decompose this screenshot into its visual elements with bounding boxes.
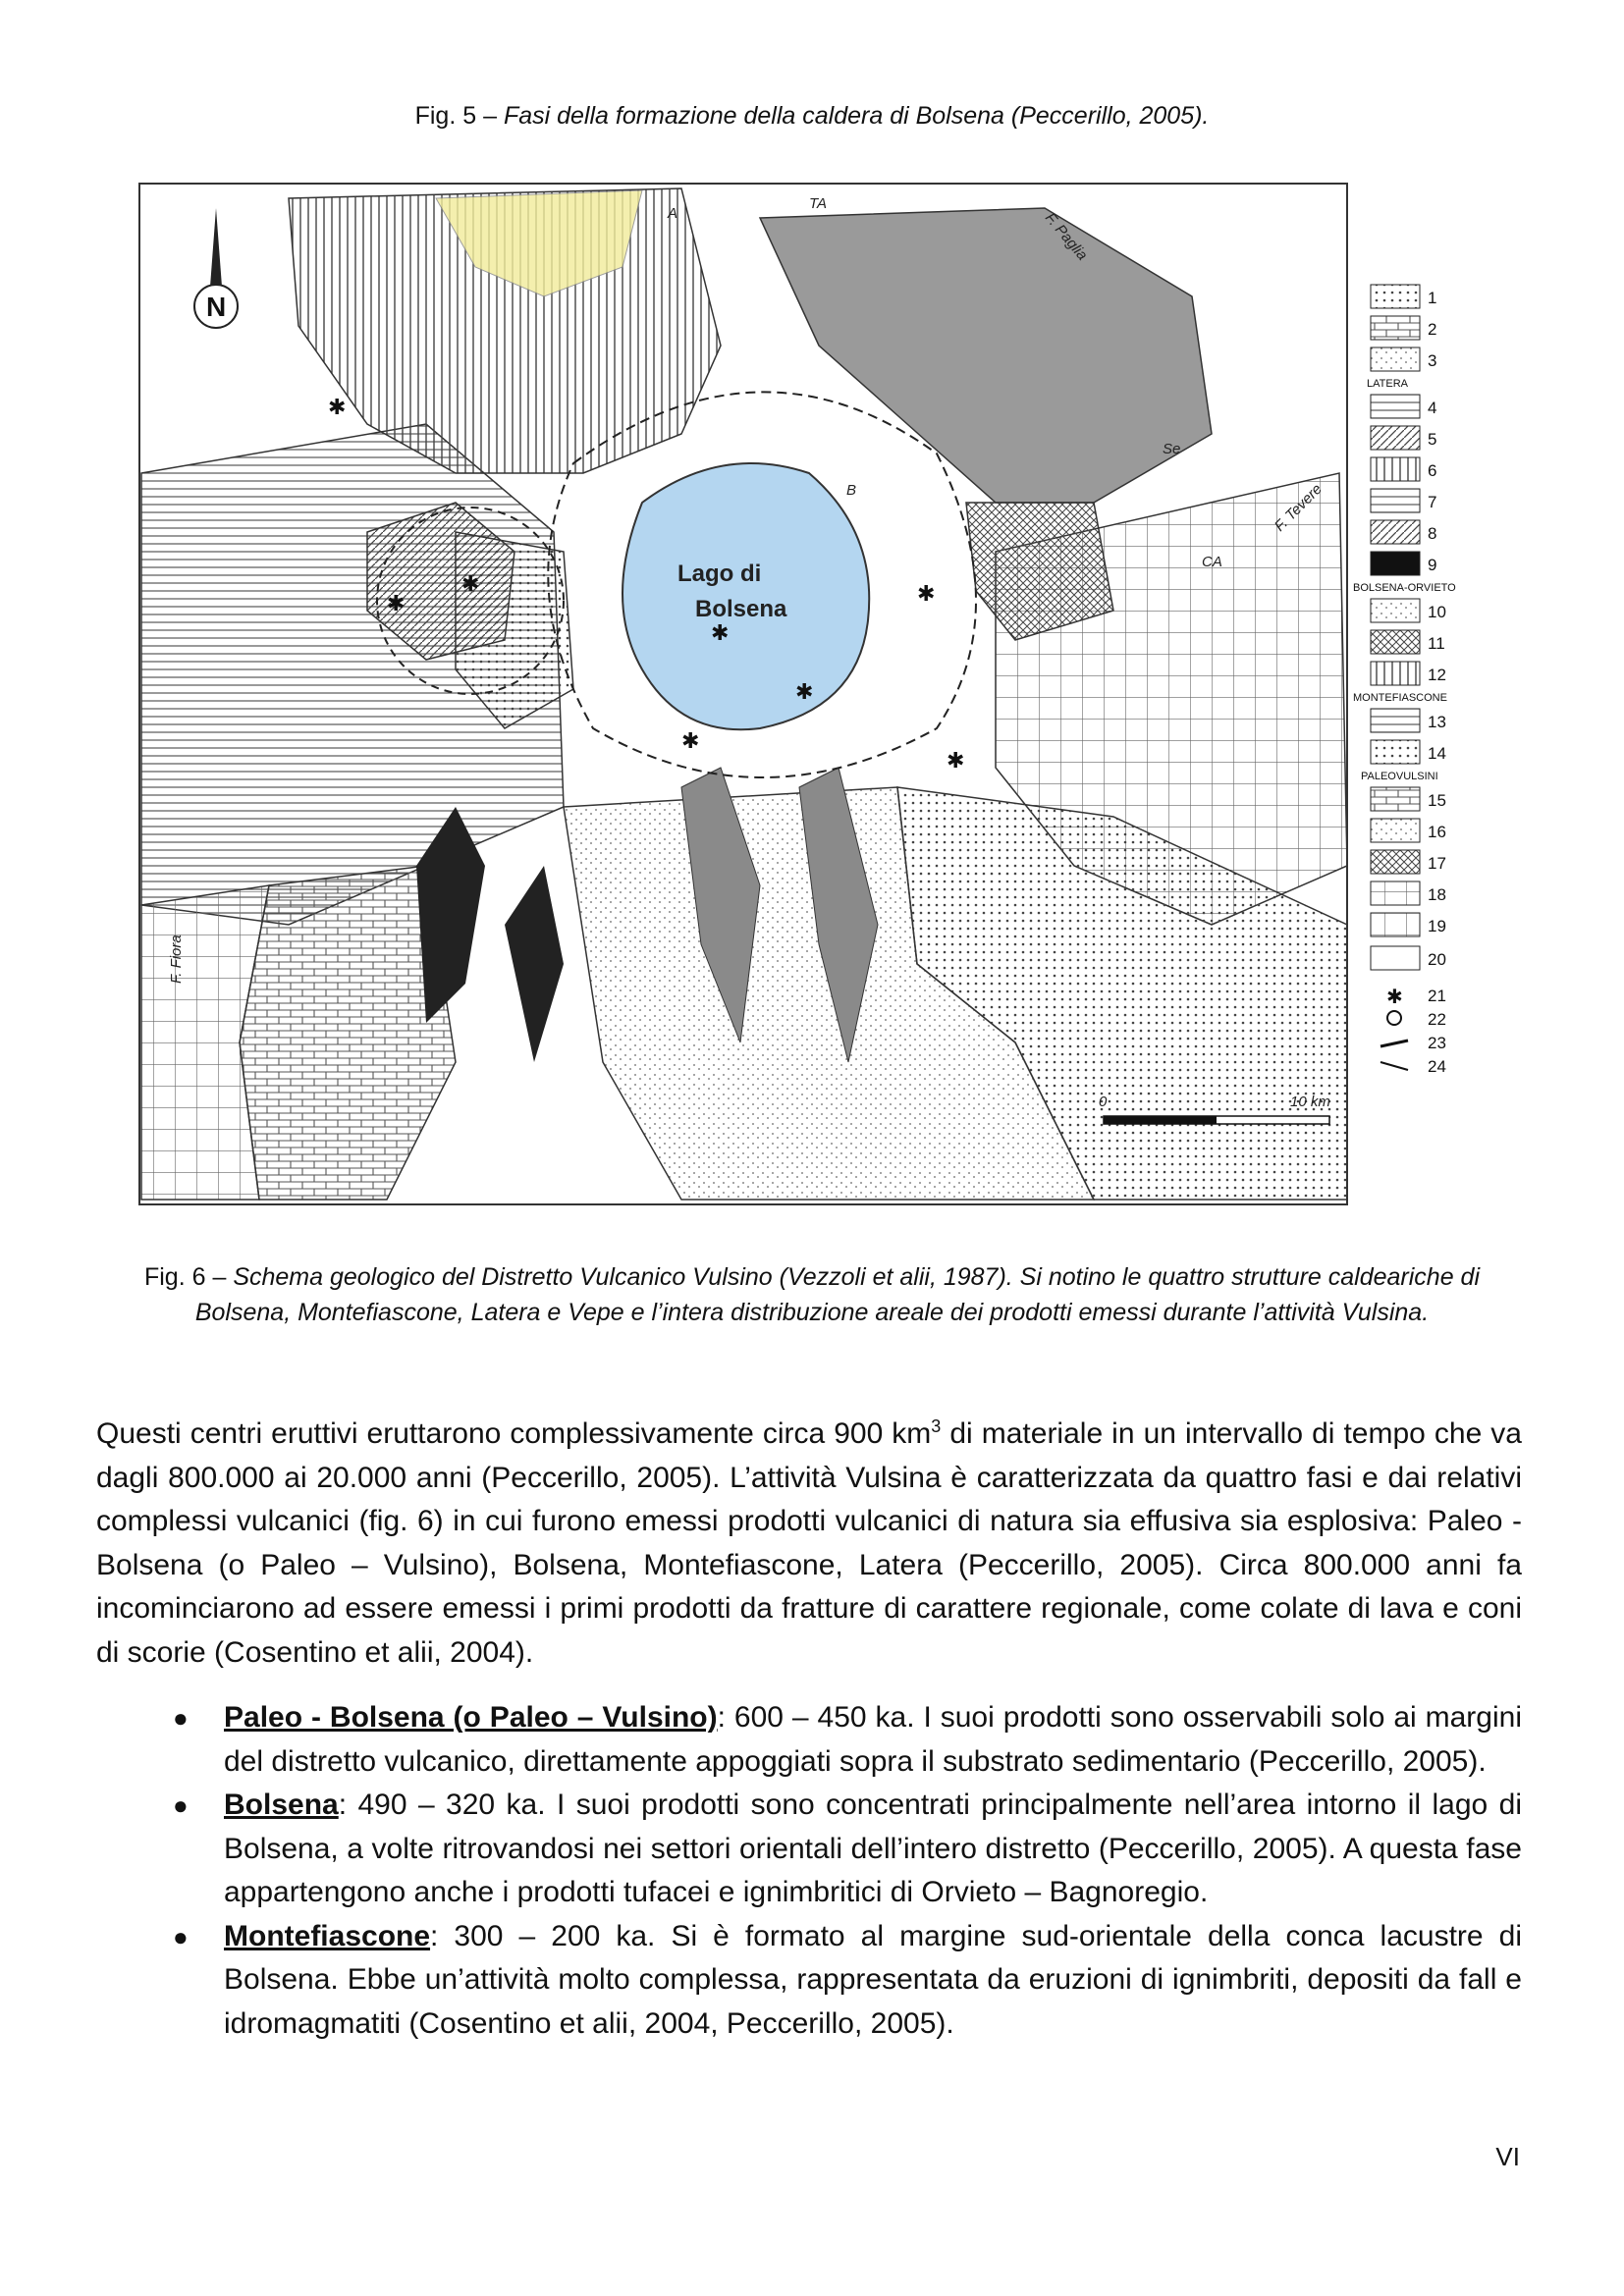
place-label-se: Se xyxy=(1163,441,1181,457)
legend-num: 3 xyxy=(1428,351,1437,370)
scale-end: 10 km xyxy=(1290,1094,1330,1110)
place-label-f-paglia: F. Paglia xyxy=(1041,209,1091,264)
bullet-icon: ● xyxy=(173,1790,189,1820)
legend-num: 5 xyxy=(1428,430,1437,449)
figure-6-label: Fig. 6 – xyxy=(143,1263,234,1291)
legend-num: 21 xyxy=(1428,987,1446,1005)
place-label-b: B xyxy=(846,482,857,499)
legend-num: 16 xyxy=(1428,823,1446,841)
phase-term: Montefiascone xyxy=(224,1919,431,1952)
phase-text: : 490 – 320 ka. I suoi prodotti sono concentrati principalmente nell’area intorno il lago di Bolsena, a volte ritrovandosi nei settori orientali dell’intero distretto (Peccerillo, 2005). A questa fase appartengono anche i prodotti tufacei e ignimbritici di Orvieto – Bagnoregio. xyxy=(224,1789,1522,1908)
legend-crater-icon xyxy=(1387,1011,1401,1025)
list-item xyxy=(96,1915,1522,2047)
place-label-f-fiora: F. Fiora xyxy=(168,934,185,984)
figure-6-caption xyxy=(98,1259,1526,1330)
figure-5-caption xyxy=(0,98,1624,133)
legend-num: 17 xyxy=(1428,854,1446,873)
vent-star-icon: ✱ xyxy=(947,749,965,774)
legend-num: 19 xyxy=(1428,917,1446,935)
geological-map xyxy=(132,179,1469,1219)
figure-6-title: Schema geologico del Distretto Vulcanico Vulsino (Vezzoli et alii, 1987). Si notino le quattro strutture caldeariche di Bolsena, Montefiascone, Latera e Vepe e l’intera distribuzione areale dei prodotti emessi durante l’attività Vulsina. xyxy=(194,1263,1481,1326)
phase-list xyxy=(96,1696,1522,2046)
legend-num: 13 xyxy=(1428,713,1446,731)
paragraph-part-1: Questi centri eruttivi eruttarono complessivamente circa 900 km xyxy=(96,1417,932,1450)
legend-section-paleovulsini: PALEOVULSINI xyxy=(1361,771,1438,782)
vent-star-icon: ✱ xyxy=(681,729,700,754)
legend-num: 2 xyxy=(1428,320,1437,339)
vent-star-icon: ✱ xyxy=(795,680,814,705)
place-label-ta: TA xyxy=(809,195,828,212)
legend-num: 20 xyxy=(1428,950,1446,969)
legend-num: 8 xyxy=(1428,524,1437,543)
legend-num: 10 xyxy=(1428,603,1446,621)
list-item xyxy=(96,1696,1522,1784)
phase-text: : 600 – 450 ka. I suoi prodotti sono osservabili solo ai margini del distretto vulcanico, direttamente appoggiati sopra il substrato sedimentario (Peccerillo, 2005). xyxy=(224,1701,1522,1778)
legend-num: 4 xyxy=(1428,399,1437,417)
lake-name-line-2: Bolsena xyxy=(695,596,787,622)
map-legend xyxy=(1353,285,1456,1076)
legend-num: 1 xyxy=(1428,289,1437,307)
legend-num: 12 xyxy=(1428,666,1446,684)
page-number: VI xyxy=(1495,2142,1520,2171)
legend-section-bolsena-orvieto: BOLSENA-ORVIETO xyxy=(1353,582,1456,594)
phase-term: Paleo - Bolsena (o Paleo – Vulsino) xyxy=(224,1701,718,1734)
vent-star-icon: ✱ xyxy=(387,592,406,616)
legend-num: 14 xyxy=(1428,744,1446,763)
phase-text: : 300 – 200 ka. Si è formato al margine sud-orientale della conca lacustre di Bolsena. Ebbe un’attività molto complessa, rappresentata da eruzioni di ignimbriti, depositi da fall e idromagmatiti (Cosentino et alii, 2004, Peccerillo, 2005). xyxy=(224,1919,1522,2040)
lake-name-line-1: Lago di xyxy=(677,561,762,587)
paragraph-superscript: 3 xyxy=(931,1416,942,1436)
figure-5-title: Fasi della formazione della caldera di Bolsena (Peccerillo, 2005). xyxy=(503,102,1210,130)
phase-term: Bolsena xyxy=(224,1789,339,1821)
legend-fault-icon xyxy=(1380,1041,1408,1046)
bullet-icon: ● xyxy=(173,1921,189,1951)
legend-num: 7 xyxy=(1428,493,1437,511)
legend-vent-star-icon: ✱ xyxy=(1386,985,1403,1008)
place-label-ca: CA xyxy=(1202,554,1222,570)
north-label: N xyxy=(206,292,227,322)
vent-star-icon: ✱ xyxy=(328,396,347,420)
legend-section-montefiascone: MONTEFIASCONE xyxy=(1353,692,1447,704)
place-label-f-tevere: F. Tevere xyxy=(1271,480,1326,535)
scale-start: 0 xyxy=(1099,1094,1108,1110)
legend-num: 22 xyxy=(1428,1010,1446,1029)
list-item xyxy=(96,1784,1522,1915)
legend-line-icon xyxy=(1380,1062,1408,1070)
legend-num: 18 xyxy=(1428,885,1446,904)
vent-star-icon: ✱ xyxy=(917,582,936,607)
legend-num: 6 xyxy=(1428,461,1437,480)
legend-num: 11 xyxy=(1428,634,1445,653)
figure-5-label: Fig. 5 – xyxy=(414,102,504,130)
bullet-icon: ● xyxy=(173,1703,189,1733)
body-paragraph xyxy=(96,1405,1522,1675)
vent-star-icon: ✱ xyxy=(461,572,480,597)
legend-num: 24 xyxy=(1428,1057,1446,1076)
legend-section-latera: LATERA xyxy=(1367,378,1408,390)
legend-num: 9 xyxy=(1428,556,1437,574)
paragraph-part-2: di materiale in un intervallo di tempo che va dagli 800.000 ai 20.000 anni (Peccerillo, 2005). L’attività Vulsina è caratterizzata da quattro fasi e dai relativi complessi vulcanici (fig. 6) in cui furono emessi prodotti vulcanici di natura sia effusiva sia esplosiva: Paleo - Bolsena (o Paleo – Vulsino), Bolsena, Montefiascone, Latera (Peccerillo, 2005). Circa 800.000 anni fa incominciarono ad essere emessi i primi prodotti da fratture di carattere regionale, come colate di lava e coni di scorie (Cosentino et alii, 2004). xyxy=(96,1417,1522,1669)
legend-num: 23 xyxy=(1428,1034,1446,1052)
legend-num: 15 xyxy=(1428,791,1446,810)
vent-star-icon: ✱ xyxy=(711,621,730,646)
place-label-a: A xyxy=(668,205,678,222)
